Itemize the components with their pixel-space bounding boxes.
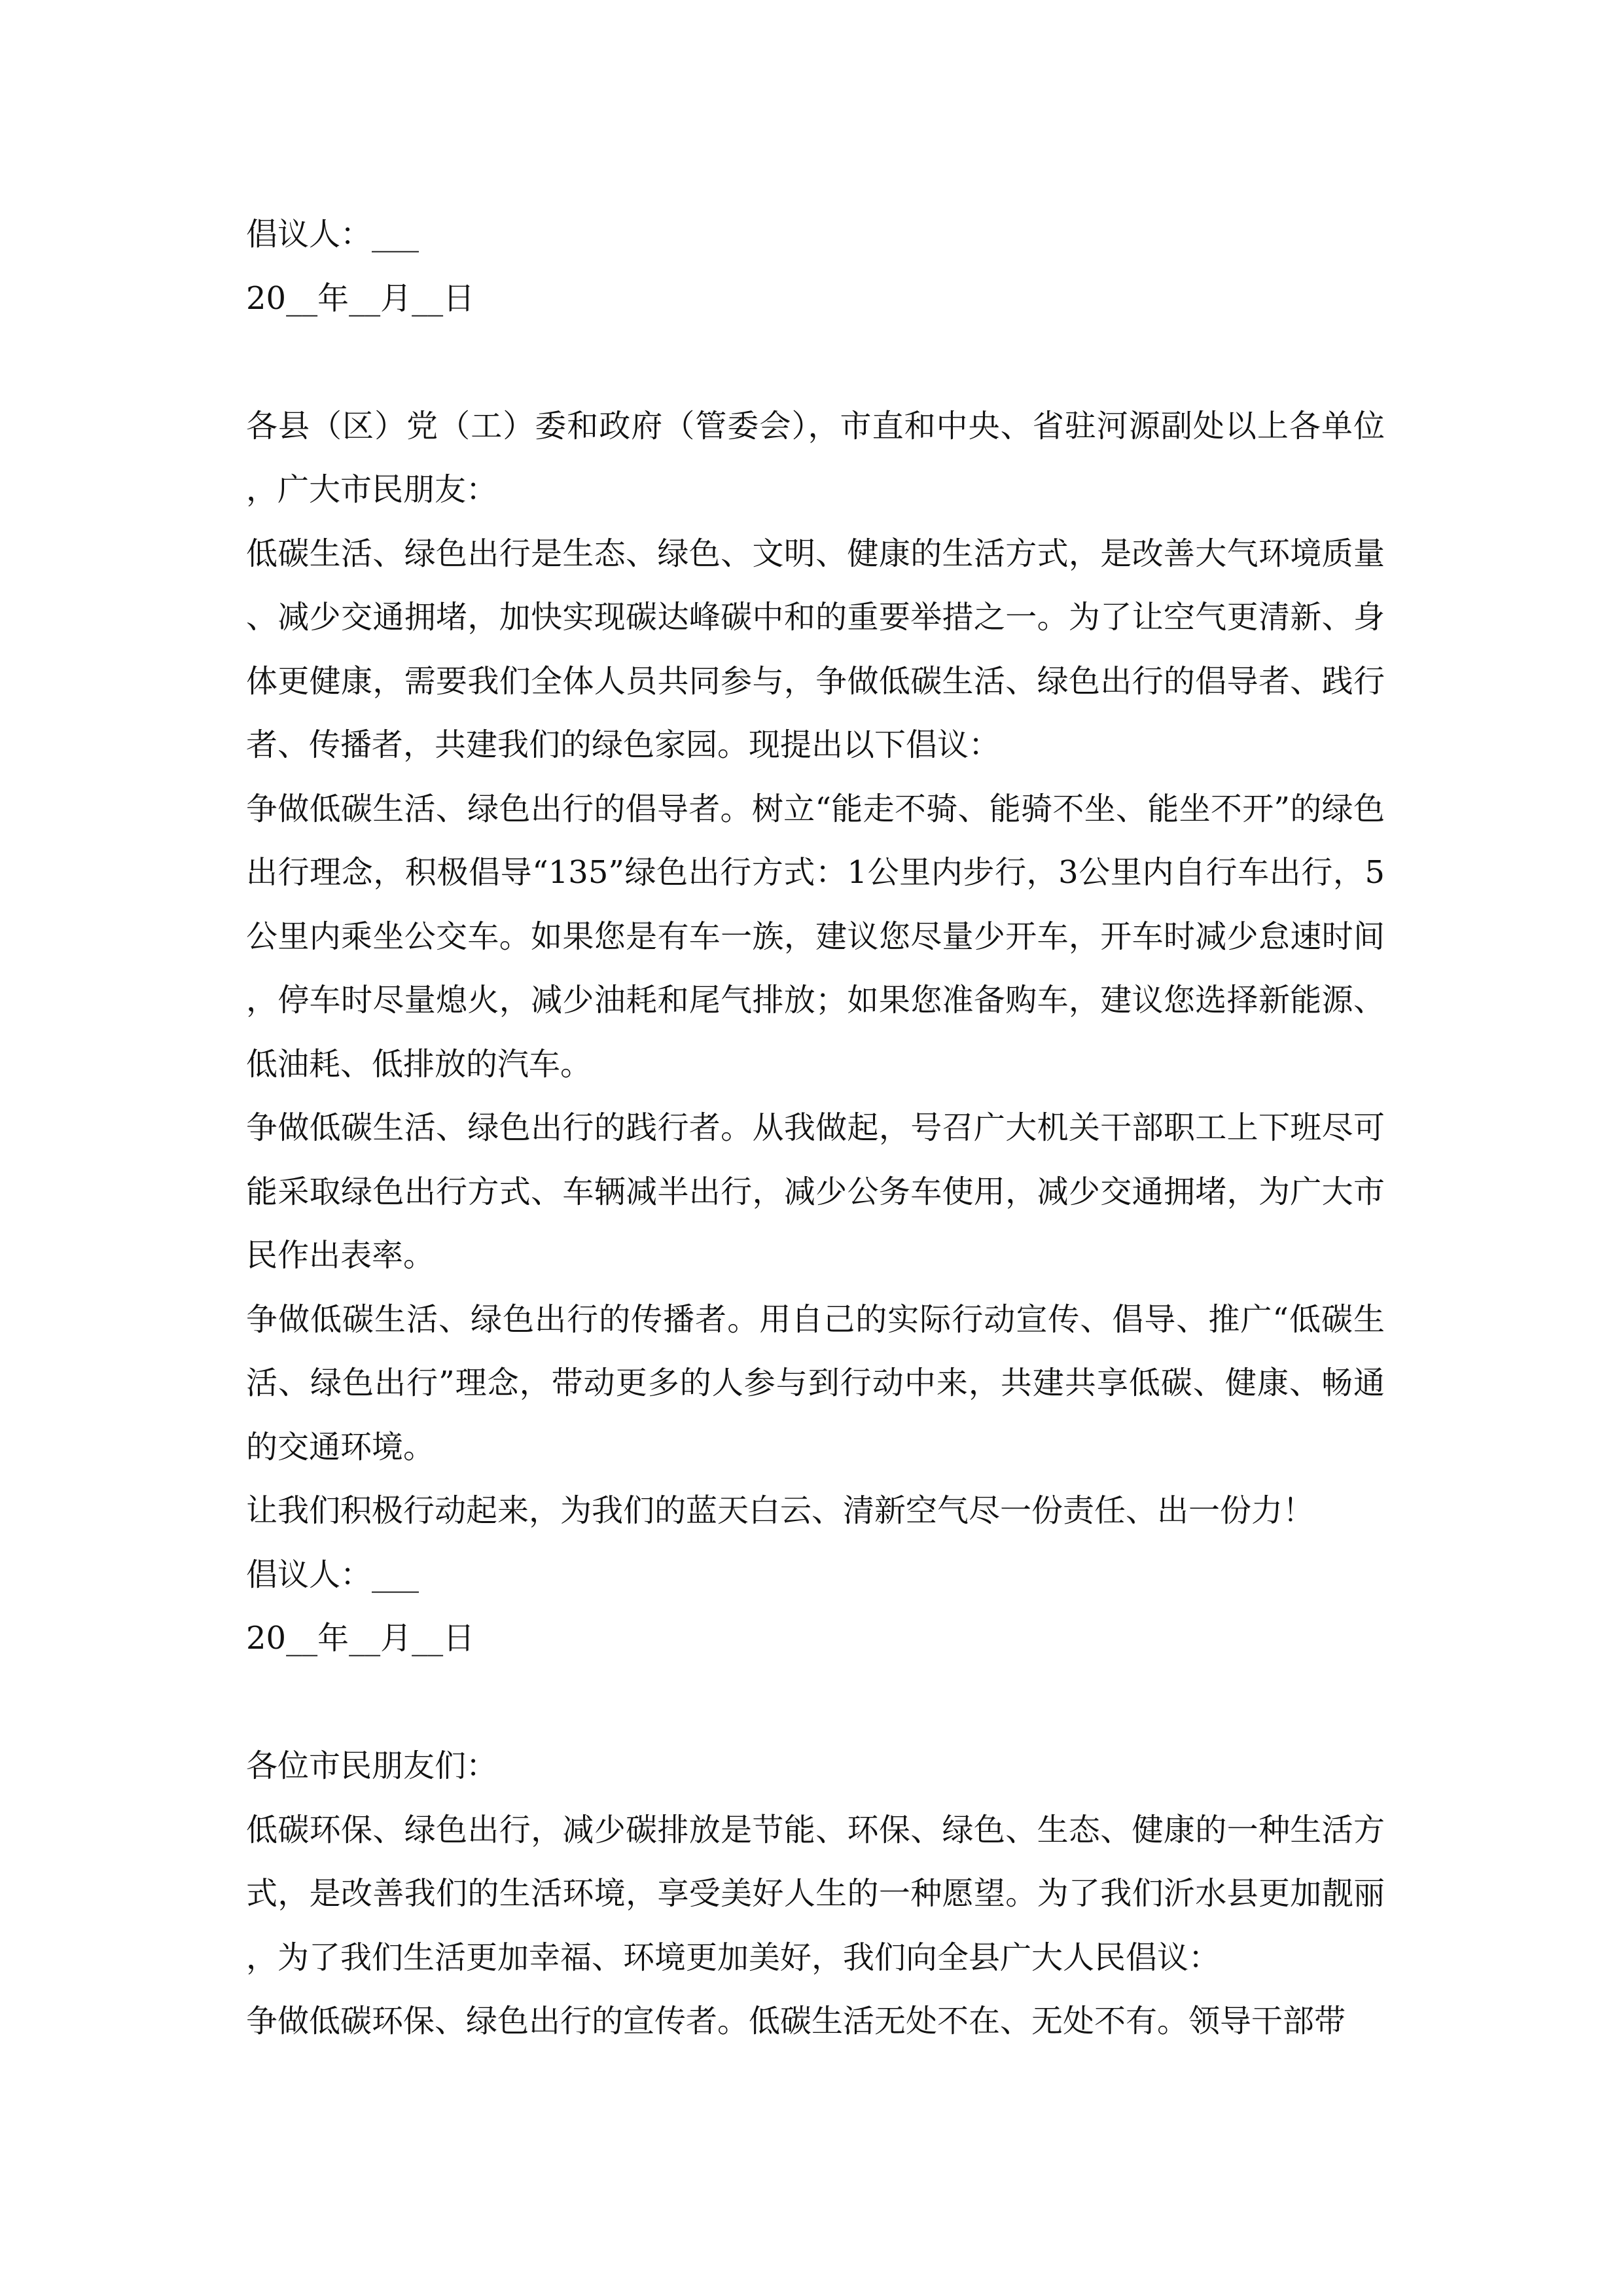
document-body: [246, 203, 1385, 2054]
signer-line: 倡议人：___: [246, 1556, 419, 1593]
salutation: 各县（区）党（工）委和政府（管委会），市直和中央、省驻河源副处以上各单位，广大市民朋友：: [246, 407, 1385, 508]
section-gap: [246, 331, 1385, 395]
signer-line: 倡议人：___: [246, 216, 419, 253]
paragraph: 低碳生活、绿色出行是生态、绿色、文明、健康的生活方式，是改善大气环境质量、减少交通拥堵，加快实现碳达峰碳中和的重要举措之一。为了让空气更清新、身体更健康，需要我们全体人员共同参与，争做低碳生活、绿色出行的倡导者、践行者、传播者，共建我们的绿色家园。现提出以下倡议：: [246, 535, 1385, 763]
paragraph: 低碳环保、绿色出行，减少碳排放是节能、环保、绿色、生态、健康的一种生活方式，是改善我们的生活环境，享受美好人生的一种愿望。为了我们沂水县更加靓丽，为了我们生活更加幸福、环境更加美好，我们向全县广大人民倡议：: [246, 1811, 1385, 1976]
paragraph: 争做低碳生活、绿色出行的传播者。用自己的实际行动宣传、倡导、推广“低碳生活、绿色出行”理念，带动更多的人参与到行动中来，共建共享低碳、健康、畅通的交通环境。: [246, 1300, 1385, 1465]
paragraph: 让我们积极行动起来，为我们的蓝天白云、清新空气尽一份责任、出一份力！: [246, 1492, 1315, 1529]
salutation: 各位市民朋友们：: [246, 1748, 498, 1784]
section-gap: [246, 1671, 1385, 1735]
paragraph: 争做低碳生活、绿色出行的践行者。从我做起，号召广大机关干部职工上下班尽可能采取绿色出行方式、车辆减半出行，减少公务车使用，减少交通拥堵，为广大市民作出表率。: [246, 1109, 1385, 1274]
date-line: 20__年__月__日: [246, 1620, 475, 1657]
paragraph: 争做低碳生活、绿色出行的倡导者。树立“能走不骑、能骑不坐、能坐不开”的绿色出行理念，积极倡导“135”绿色出行方式：1公里内步行，3公里内自行车出行，5公里内乘坐公交车。如果您是有车一族，建议您尽量少开车，开车时减少怠速时间，停车时尽量熄火，减少油耗和尾气排放；如果您准备购车，建议您选择新能源、低油耗、低排放的汽车。: [246, 790, 1385, 1083]
paragraph: 争做低碳环保、绿色出行的宣传者。低碳生活无处不在、无处不有。领导干部带: [246, 2003, 1346, 2039]
date-line: 20__年__月__日: [246, 279, 475, 317]
